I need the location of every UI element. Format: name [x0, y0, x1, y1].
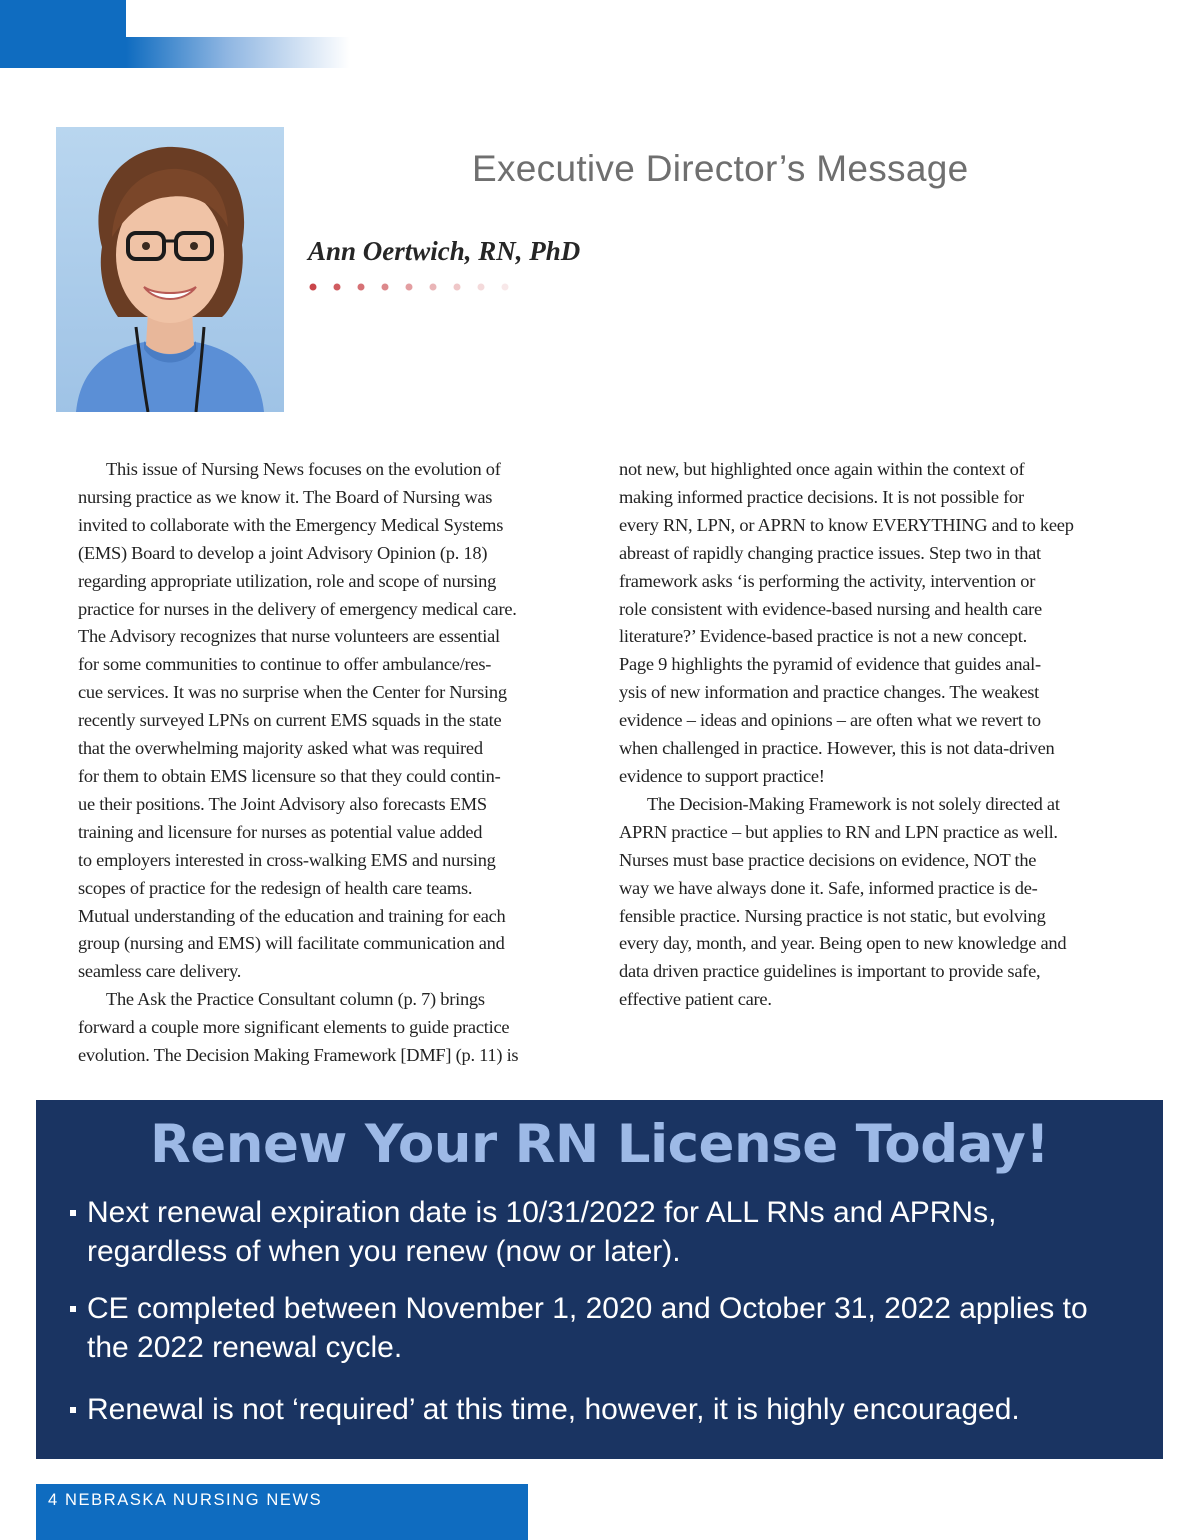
article-line: Page 9 highlights the pyramid of evidence that guides anal-	[619, 654, 1041, 675]
article-line: The Decision-Making Framework is not solely directed at	[647, 793, 1060, 814]
article-line: APRN practice – but applies to RN and LPN practice as well.	[619, 821, 1058, 842]
bullet-line: Renewal is not ‘required’ at this time, however, it is highly encouraged.	[87, 1393, 1020, 1426]
bullet-line: the 2022 renewal cycle.	[87, 1331, 403, 1364]
article-line: training and licensure for nurses as potential value added	[78, 821, 483, 842]
article-line: seamless care delivery.	[78, 961, 242, 982]
article-line: The Advisory recognizes that nurse volunteers are essential	[78, 626, 500, 647]
publication-name: NEBRASKA NURSING NEWS	[64, 1491, 323, 1509]
article-line: data driven practice guidelines is important to provide safe,	[619, 961, 1041, 982]
article-line: evolution. The Decision Making Framework [DMF] (p. 11) is	[78, 1045, 519, 1066]
article-line: recently surveyed LPNs on current EMS squads in the state	[78, 710, 502, 731]
article-line: way we have always done it. Safe, informed practice is de-	[619, 877, 1038, 898]
bullet-line: regardless of when you renew (now or later).	[87, 1235, 681, 1268]
article-column-left	[78, 456, 598, 1070]
article-line: ysis of new information and practice changes. The weakest	[619, 682, 1039, 703]
article-line: abreast of rapidly changing practice issues. Step two in that	[619, 542, 1041, 563]
bullet-marker	[70, 1210, 76, 1216]
article-line: cue services. It was no surprise when the Center for Nursing	[78, 682, 507, 703]
article-line: scopes of practice for the redesign of health care teams.	[78, 877, 473, 898]
article-line: Mutual understanding of the education and training for each	[78, 905, 506, 926]
article-line: evidence to support practice!	[619, 765, 825, 786]
top-accent-gradient	[126, 37, 350, 68]
banner-title: Renew Your RN License Today!	[149, 1114, 1049, 1175]
article-line: invited to collaborate with the Emergency Medical Systems	[78, 514, 504, 535]
article-line: literature?’ Evidence-based practice is not a new concept.	[619, 626, 1027, 647]
article-line: for some communities to continue to offer ambulance/res-	[78, 654, 492, 675]
article-line: evidence – ideas and opinions – are often what we revert to	[619, 710, 1041, 731]
article-line: every day, month, and year. Being open to new knowledge and	[619, 933, 1067, 954]
article-line: forward a couple more significant elements to guide practice	[78, 1017, 510, 1038]
article-line: every RN, LPN, or APRN to know EVERYTHING and to keep	[619, 514, 1074, 535]
author-name: Ann Oertwich, RN, PhD	[308, 236, 581, 266]
page-number: 4	[48, 1491, 59, 1509]
article-line: ue their positions. The Joint Advisory also forecasts EMS	[78, 793, 487, 814]
article-line: practice for nurses in the delivery of emergency medical care.	[78, 598, 517, 619]
article-column-right	[619, 456, 1139, 1014]
article-line: role consistent with evidence-based nursing and health care	[619, 598, 1042, 619]
article-line: fensible practice. Nursing practice is not static, but evolving	[619, 905, 1046, 926]
article-line: for them to obtain EMS licensure so that they could contin-	[78, 765, 501, 786]
article-line: effective patient care.	[619, 989, 772, 1010]
banner-bullet	[70, 1193, 996, 1271]
article-line: framework asks ‘is performing the activity, intervention or	[619, 570, 1036, 591]
article-line: that the overwhelming majority asked what was required	[78, 738, 483, 759]
bullet-line: Next renewal expiration date is 10/31/2022 for ALL RNs and APRNs,	[87, 1196, 997, 1229]
article-line: not new, but highlighted once again within the context of	[619, 459, 1025, 479]
footer-text	[48, 1491, 322, 1510]
article-line: The Ask the Practice Consultant column (p. 7) brings	[106, 989, 485, 1010]
bullet-line: CE completed between November 1, 2020 and October 31, 2022 applies to	[87, 1292, 1088, 1325]
page-footer	[36, 1484, 528, 1540]
article-line: (EMS) Board to develop a joint Advisory Opinion (p. 18)	[78, 542, 488, 563]
decorative-dots	[309, 282, 519, 292]
renewal-banner	[36, 1100, 1163, 1459]
page-title: Executive Director’s Message	[472, 148, 969, 189]
article-line: regarding appropriate utilization, role and scope of nursing	[78, 570, 497, 591]
top-accent-bar	[0, 0, 126, 68]
article-line: group (nursing and EMS) will facilitate communication and	[78, 933, 505, 954]
article-line: when challenged in practice. However, this is not data-driven	[619, 738, 1055, 759]
bullet-marker	[70, 1407, 76, 1413]
article-line: Nurses must base practice decisions on evidence, NOT the	[619, 849, 1037, 870]
banner-bullet	[70, 1390, 1020, 1429]
article-line: to employers interested in cross-walking EMS and nursing	[78, 849, 496, 870]
article-line: nursing practice as we know it. The Board of Nursing was	[78, 486, 493, 507]
article-line: This issue of Nursing News focuses on the evolution of	[106, 459, 501, 479]
article-line: making informed practice decisions. It is not possible for	[619, 486, 1024, 507]
bullet-marker	[70, 1306, 76, 1312]
author-photo	[56, 127, 284, 412]
banner-bullet	[70, 1289, 1088, 1367]
